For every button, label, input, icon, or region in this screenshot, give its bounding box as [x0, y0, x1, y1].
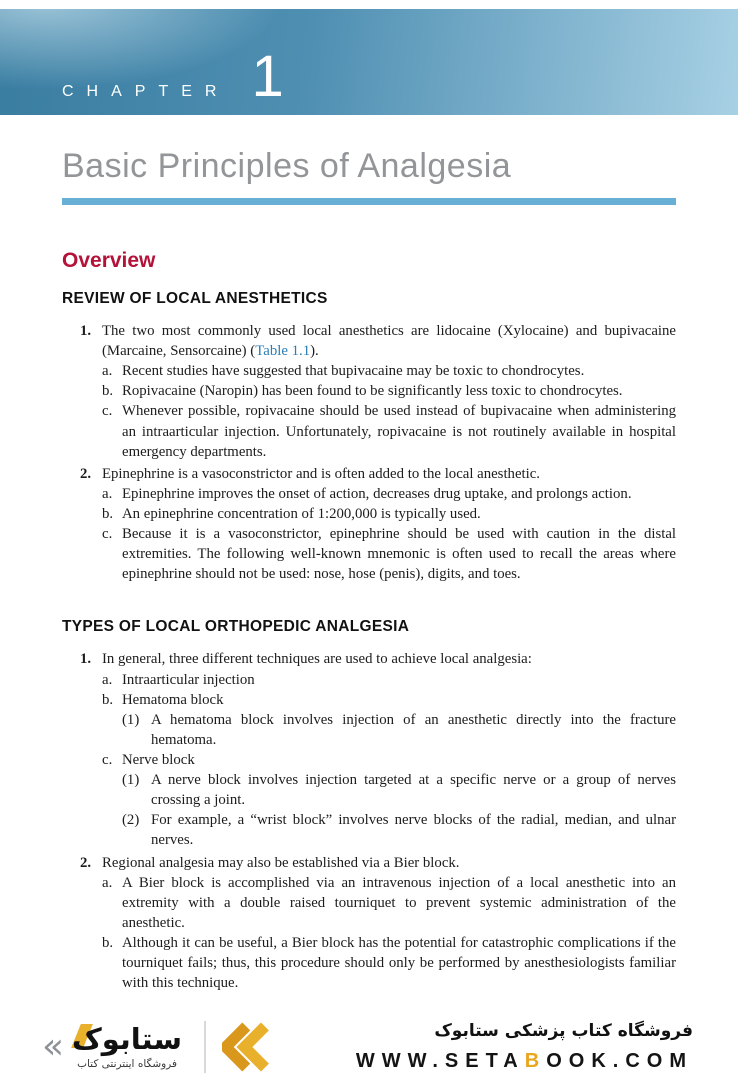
list-item — [80, 649, 676, 850]
footer-url — [356, 1050, 693, 1073]
item-paragraph — [102, 321, 676, 361]
subitem-letter: a. — [102, 485, 113, 502]
subitem-letter: b. — [102, 691, 114, 708]
item-body — [102, 853, 676, 994]
list-subitem — [102, 401, 676, 461]
item-text-segment: The two most commonly used local anesthetics are lidocaine (Xylocaine) and bupivacaine (Marcaine, Sensorcaine) ( — [102, 323, 676, 360]
subsubitem-marker: (2) — [122, 812, 140, 829]
list-subitem — [102, 504, 676, 524]
url-segment: OOK.COM — [546, 1050, 693, 1072]
section-review-of-local-anesthetics — [62, 290, 676, 584]
logo-tagline: فروشگاه اینترنتی کتاب — [77, 1058, 177, 1071]
subsubitem-text: A nerve block involves injection targeted at a specific nerve or a group of nerves crossing a joint. — [151, 772, 676, 809]
item-number: 2. — [80, 854, 92, 871]
item-body — [102, 464, 676, 585]
section-types-of-local-orthopedic-analgesia — [62, 618, 676, 993]
book-chevron-icon — [222, 1019, 278, 1075]
item-body — [102, 649, 676, 850]
list-item — [80, 464, 676, 585]
subitem-letter: b. — [102, 383, 114, 400]
title-underline — [62, 198, 676, 205]
subitem-text: Ropivacaine (Naropin) has been found to be significantly less toxic to chondrocytes. — [122, 383, 623, 400]
subitem-body — [122, 750, 676, 851]
subitem-letter: b. — [102, 934, 114, 951]
subsubitem-text: A hematoma block involves injection of an anesthetic directly into the fracture hematoma. — [151, 711, 676, 748]
item-number: 2. — [80, 465, 92, 482]
subitem-text: Although it can be useful, a Bier block has the potential for catastrophic complications if the tourniquet fails; thus, this procedure should only be performed by anesthesiologists familiar with this technique. — [122, 934, 676, 992]
subsubitem-marker: (1) — [122, 711, 140, 728]
list-subitem — [102, 690, 676, 750]
table-1-1-link[interactable]: Table 1.1 — [255, 343, 311, 360]
page-footer — [0, 1019, 738, 1075]
subsubitem-text: For example, a “wrist block” involves nerve blocks of the radial, median, and ulnar nerves. — [151, 812, 676, 849]
chapter-number: 1 — [251, 43, 284, 109]
subitem-paragraph: Hematoma block — [122, 691, 224, 708]
subitem-letter: a. — [102, 363, 113, 380]
types-list — [62, 649, 676, 993]
item-paragraph: Regional analgesia may also be established via a Bier block. — [102, 854, 460, 871]
list-subitem — [102, 873, 676, 933]
list-subsubitem — [122, 810, 676, 850]
chapter-header — [0, 9, 738, 115]
logo-text-block — [66, 1021, 188, 1071]
item-body — [102, 321, 676, 462]
types-heading: TYPES OF LOCAL ORTHOPEDIC ANALGESIA — [62, 618, 410, 636]
item-number: 1. — [80, 651, 92, 668]
list-subitem — [102, 750, 676, 851]
url-segment: WWW.SETA — [355, 1050, 525, 1072]
item-text-segment: ). — [310, 343, 319, 360]
subitem-text: An epinephrine concentration of 1:200,000 is typically used. — [122, 505, 481, 522]
subitem-text: Recent studies have suggested that bupivacaine may be toxic to chondrocytes. — [122, 363, 585, 380]
subitem-letter: c. — [102, 526, 113, 543]
list-subitem — [102, 670, 676, 690]
item-paragraph: Epinephrine is a vasoconstrictor and is often added to the local anesthetic. — [102, 465, 541, 482]
list-subitem — [102, 524, 676, 584]
review-list — [62, 321, 676, 584]
footer-shop-line: فروشگاه کتاب پزشکی ستابوک — [434, 1021, 693, 1041]
list-subsubitem — [122, 770, 676, 810]
list-item — [80, 853, 676, 994]
item-paragraph: In general, three different techniques are used to achieve local analgesia: — [102, 651, 532, 668]
overview-heading: Overview — [62, 249, 156, 272]
list-subitem — [102, 361, 676, 381]
url-accent-letter: B — [524, 1050, 547, 1072]
setabook-logo — [42, 1019, 278, 1075]
subitem-body — [122, 690, 676, 750]
list-item — [80, 321, 676, 462]
list-subitem — [102, 484, 676, 504]
page-content — [62, 249, 676, 993]
item-number: 1. — [80, 323, 92, 339]
list-subitem — [102, 933, 676, 993]
footer-right — [356, 1021, 693, 1073]
subitem-text: Intraarticular injection — [122, 671, 255, 688]
subitem-letter: a. — [102, 874, 113, 891]
subitem-paragraph: Nerve block — [122, 751, 195, 768]
subsubitem-marker: (1) — [122, 772, 140, 789]
subitem-text: Because it is a vasoconstrictor, epinephrine should be used with caution in the distal extremities. The following well-known mnemonic is often used to recall the areas where epinephrine should not be used: nose, hose (penis), digits, and toes. — [122, 526, 676, 583]
footer-divider — [204, 1021, 206, 1073]
subitem-letter: b. — [102, 505, 114, 522]
list-subitem — [102, 381, 676, 401]
page-title: Basic Principles of Analgesia — [62, 147, 512, 185]
logo-wordmark: ستابوک — [72, 1021, 183, 1056]
subitem-letter: c. — [102, 751, 113, 768]
subitem-letter: c. — [102, 403, 113, 420]
subitem-text: A Bier block is accomplished via an intravenous injection of a local anesthetic into an extremity with a double raised tourniquet to prevent systemic administration of the anesthetic. — [122, 874, 676, 931]
subitem-letter: a. — [102, 671, 113, 688]
chapter-label: CHAPTER — [62, 82, 230, 100]
review-heading: REVIEW OF LOCAL ANESTHETICS — [62, 290, 328, 307]
subitem-text: Epinephrine improves the onset of action, decreases drug uptake, and prolongs action. — [122, 485, 632, 502]
chapter-line — [62, 43, 284, 109]
chevrons-left-icon: « — [42, 1026, 65, 1067]
subitem-text: Whenever possible, ropivacaine should be used instead of bupivacaine when administering an intraarticular injection. Unfortunately, ropivacaine is not routinely available in hospital emergency departments. — [122, 403, 676, 460]
list-subsubitem — [122, 710, 676, 750]
